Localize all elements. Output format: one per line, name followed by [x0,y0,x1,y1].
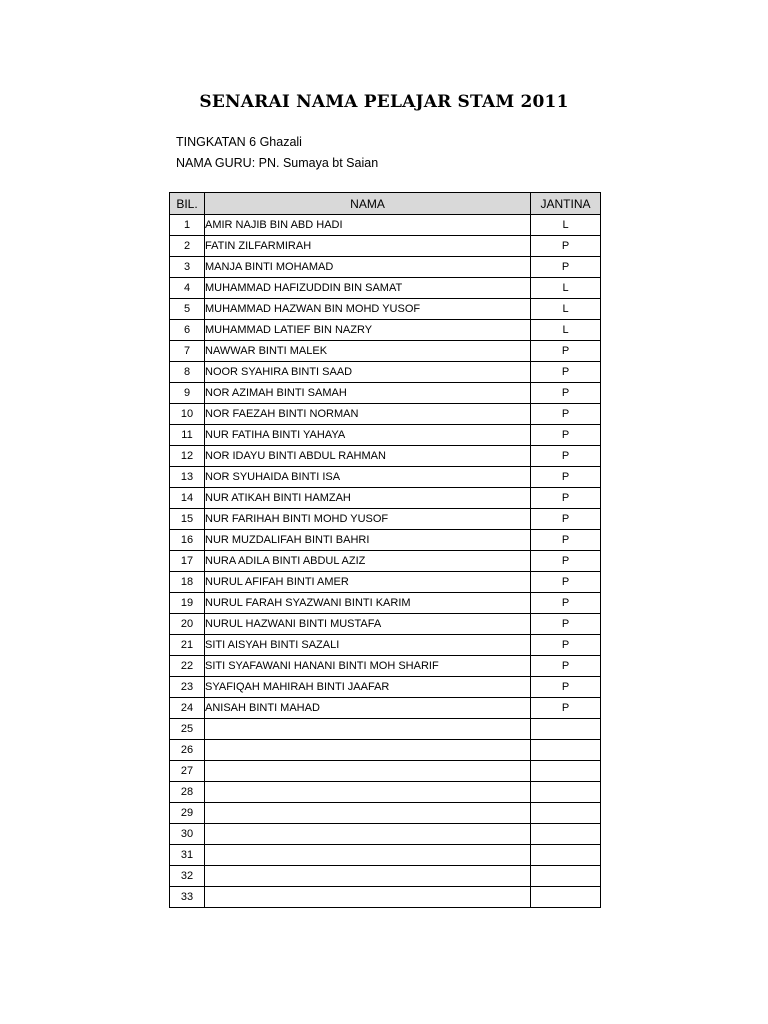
student-name: MUHAMMAD HAFIZUDDIN BIN SAMAT [205,278,531,299]
row-number: 2 [170,236,205,257]
row-number: 26 [170,740,205,761]
student-name [205,803,531,824]
table-row [170,761,601,782]
student-name: NOR IDAYU BINTI ABDUL RAHMAN [205,446,531,467]
gender: P [531,425,601,446]
row-number: 11 [170,425,205,446]
gender [531,719,601,740]
gender: P [531,698,601,719]
table-row [170,698,601,719]
table-row [170,656,601,677]
row-number: 17 [170,551,205,572]
table-row [170,824,601,845]
gender [531,845,601,866]
student-name: NOOR SYAHIRA BINTI SAAD [205,362,531,383]
table-row [170,425,601,446]
table-row [170,740,601,761]
gender [531,824,601,845]
student-name: NOR AZIMAH BINTI SAMAH [205,383,531,404]
class-line: TINGKATAN 6 Ghazali [176,135,302,149]
table-row [170,236,601,257]
table-row [170,593,601,614]
row-number: 21 [170,635,205,656]
row-number: 23 [170,677,205,698]
table-row [170,614,601,635]
gender: P [531,656,601,677]
row-number: 24 [170,698,205,719]
student-name [205,887,531,908]
row-number: 12 [170,446,205,467]
student-name: MUHAMMAD LATIEF BIN NAZRY [205,320,531,341]
table-row [170,677,601,698]
student-name: MANJA BINTI MOHAMAD [205,257,531,278]
teacher-line: NAMA GURU: PN. Sumaya bt Saian [176,156,379,170]
row-number: 27 [170,761,205,782]
gender [531,740,601,761]
table-row [170,782,601,803]
row-number: 10 [170,404,205,425]
gender: P [531,404,601,425]
row-number: 19 [170,593,205,614]
row-number: 4 [170,278,205,299]
row-number: 33 [170,887,205,908]
table-row [170,572,601,593]
gender: P [531,446,601,467]
student-name [205,740,531,761]
table-row [170,341,601,362]
row-number: 3 [170,257,205,278]
student-name [205,824,531,845]
student-name: MUHAMMAD HAZWAN BIN MOHD YUSOF [205,299,531,320]
student-name [205,782,531,803]
gender: P [531,572,601,593]
table-row [170,446,601,467]
table-row [170,866,601,887]
row-number: 15 [170,509,205,530]
gender [531,866,601,887]
student-name: NUR FATIHA BINTI YAHAYA [205,425,531,446]
gender [531,887,601,908]
student-name [205,719,531,740]
row-number: 5 [170,299,205,320]
student-name: SYAFIQAH MAHIRAH BINTI JAAFAR [205,677,531,698]
row-number: 31 [170,845,205,866]
student-name: NURUL AFIFAH BINTI AMER [205,572,531,593]
student-name: NUR ATIKAH BINTI HAMZAH [205,488,531,509]
table-row [170,362,601,383]
table-row [170,215,601,236]
row-number: 9 [170,383,205,404]
student-name: SITI AISYAH BINTI SAZALI [205,635,531,656]
table-row [170,383,601,404]
gender: P [531,362,601,383]
table-row [170,404,601,425]
gender: P [531,257,601,278]
student-name: SITI SYAFAWANI HANANI BINTI MOH SHARIF [205,656,531,677]
table-header-row [170,193,601,215]
gender: P [531,551,601,572]
table-row [170,320,601,341]
document-title: SENARAI NAMA PELAJAR STAM 2011 [199,92,569,112]
row-number: 28 [170,782,205,803]
student-name: ANISAH BINTI MAHAD [205,698,531,719]
student-name [205,761,531,782]
table-row [170,719,601,740]
gender: P [531,236,601,257]
gender [531,803,601,824]
student-name [205,845,531,866]
table-row [170,530,601,551]
row-number: 20 [170,614,205,635]
gender: P [531,509,601,530]
gender: P [531,530,601,551]
gender: P [531,677,601,698]
table-row [170,467,601,488]
row-number: 1 [170,215,205,236]
gender: P [531,341,601,362]
gender [531,782,601,803]
student-name: FATIN ZILFARMIRAH [205,236,531,257]
row-number: 22 [170,656,205,677]
student-name: NURUL HAZWANI BINTI MUSTAFA [205,614,531,635]
header-bil: BIL. [170,193,205,215]
gender: P [531,635,601,656]
row-number: 18 [170,572,205,593]
row-number: 16 [170,530,205,551]
gender [531,761,601,782]
gender: L [531,320,601,341]
student-name [205,866,531,887]
student-name: NOR FAEZAH BINTI NORMAN [205,404,531,425]
header-nama: NAMA [205,193,531,215]
row-number: 29 [170,803,205,824]
header-jantina: JANTINA [531,193,601,215]
table-row [170,635,601,656]
table-row [170,845,601,866]
table-row [170,488,601,509]
student-list-table [169,192,601,908]
row-number: 30 [170,824,205,845]
row-number: 14 [170,488,205,509]
student-name: NAWWAR BINTI MALEK [205,341,531,362]
student-name: NURA ADILA BINTI ABDUL AZIZ [205,551,531,572]
student-name: NUR MUZDALIFAH BINTI BAHRI [205,530,531,551]
student-name: NURUL FARAH SYAZWANI BINTI KARIM [205,593,531,614]
gender: P [531,467,601,488]
row-number: 7 [170,341,205,362]
table-row [170,257,601,278]
gender: P [531,488,601,509]
gender: P [531,614,601,635]
row-number: 25 [170,719,205,740]
table-row [170,803,601,824]
table-row [170,278,601,299]
gender: P [531,383,601,404]
table-row [170,299,601,320]
row-number: 32 [170,866,205,887]
row-number: 13 [170,467,205,488]
table-row [170,887,601,908]
row-number: 6 [170,320,205,341]
table-row [170,551,601,572]
gender: L [531,215,601,236]
student-name: AMIR NAJIB BIN ABD HADI [205,215,531,236]
gender: L [531,299,601,320]
gender: P [531,593,601,614]
student-name: NOR SYUHAIDA BINTI ISA [205,467,531,488]
table-row [170,509,601,530]
row-number: 8 [170,362,205,383]
gender: L [531,278,601,299]
student-name: NUR FARIHAH BINTI MOHD YUSOF [205,509,531,530]
